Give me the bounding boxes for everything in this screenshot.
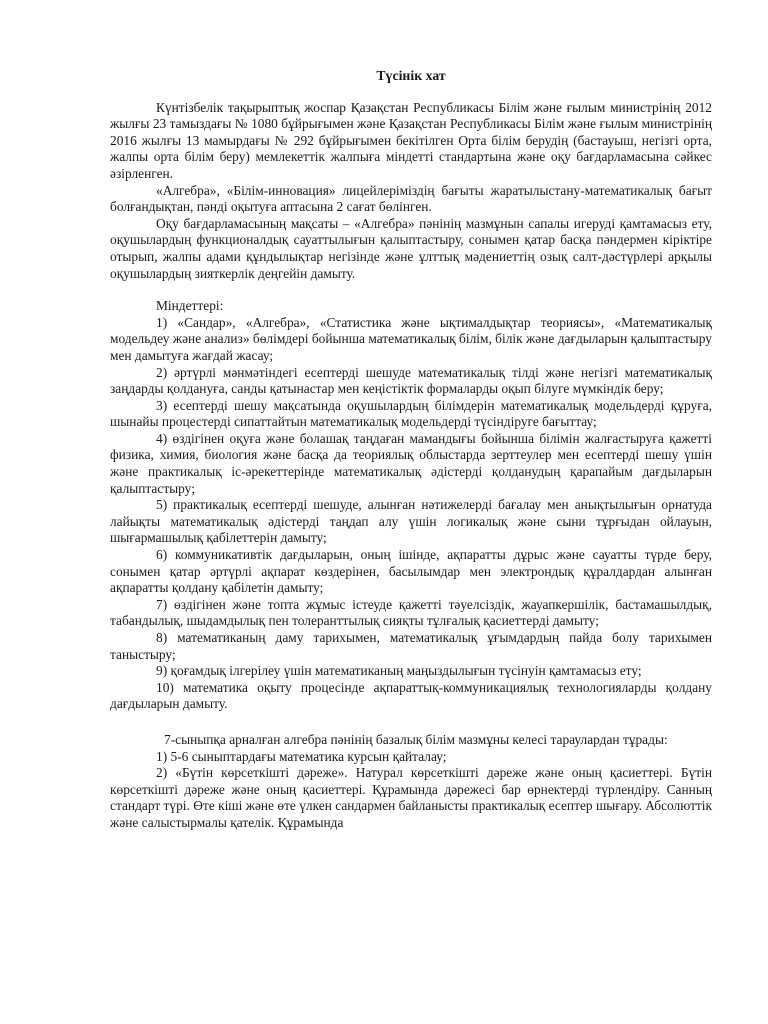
task-item: 4) өздігінен оқуға және болашақ таңдаған мамандығы бойынша білімін жалғастыруға қажетті физика, химия, биология және басқа да теориялық облыстарда зерттеулер мен есептерді шешу үшін және практикалық іс-әрекеттерінде математикалық әдістерді қолданудың қарапайым дағдыларын қалыптастыру; <box>110 430 712 496</box>
content-intro: 7-сыныпқа арналған алгебра пәнінің базалық білім мазмұны келесі тараулардан тұрады: <box>164 731 668 747</box>
task-item: 1) «Сандар», «Алгебра», «Статистика және ықтималдықтар теориясы», «Математикалық модельдеу және анализ» бөлімдері бойынша математикалық білім, білік және дағдыларын қалыптастыру мен дамытуға жағдай жасау; <box>110 314 712 363</box>
task-item: 8) математиканың даму тарихымен, математикалық ұғымдардың пайда болу тарихымен таныстыру; <box>110 630 712 662</box>
task-item: 9) қоғамдық ілгерілеу үшін математиканың маңыздылығын түсінуін қамтамасыз ету; <box>156 663 642 679</box>
task-item: 7) өздігінен және топта жұмыс істеуде қажетті тәуелсіздік, жауапкершілік, бастамашылдық, табандылық, шыдамдылық пен толеранттылық сияқты тұлғалық қасиеттерді дамыту; <box>110 596 712 629</box>
document-title: Түсінік хат <box>376 68 446 83</box>
intro-paragraph: Оқу бағдарламасының мақсаты – «Алгебра» пәнінің мазмұнын сапалы игеруді қамтамасыз ету, оқушылардың функционалдық сауаттылығын қалыптастыру, сонымен қатар басқа пәндермен кіріктіре отырып, жалпы адами құндылықтар негізінде және ұлттық мәдениеттің озық салт-дәстүрлері арқылы оқушылардың зияткерлік деңгейін дамыту. <box>110 215 712 281</box>
tasks-heading: Міндеттері: <box>156 298 224 314</box>
task-item: 10) математика оқыту процесінде ақпараттық-коммуникациялық технологияларды қолдану дағдыларын дамыту. <box>110 679 712 712</box>
task-item: 2) әртүрлі мәнмәтіндегі есептерді шешуде математикалық тілді және негізгі математикалық заңдарды қолдануға, санды қатынастар мен кеңістіктік формаларды оқып білуге мүмкіндік беру; <box>110 364 712 397</box>
content-item: 1) 5-6 сыныптардағы математика курсын қайталау; <box>156 748 447 764</box>
intro-paragraph: «Алгебра», «Білім-инновация» лицейлеріміздің бағыты жаратылыстану-математикалық бағыт болғандықтан, пәнді оқытуға аптасына 2 сағат бөлінген. <box>110 182 712 215</box>
task-item: 6) коммуникативтік дағдыларын, оның ішінде, ақпаратты дұрыс және сауатты түрде беру, сонымен қатар әртүрлі ақпарат көздерінен, басылымдар мен электрондық құралдардан алынған ақпаратты қолдану қабілетін дамыту; <box>110 547 712 596</box>
intro-paragraph: Күнтізбелік тақырыптық жоспар Қазақстан Республикасы Білім және ғылым министрінің 2012 жылғы 23 тамыздағы № 1080 бұйрығымен және Қазақстан Республикасы Білім және ғылым министрінің 2016 жылғы 13 мамырдағы № 292 бұйрығымен бекітілген Орта білім берудің (бастауыш, негізгі орта, жалпы орта білім беру) мемлекеттік жалпыға міндетті стандартына және оқу бағдарламасына сәйкес әзірленген. <box>110 99 712 181</box>
document-page <box>110 68 712 832</box>
task-item: 5) практикалық есептерді шешуде, алынған нәтижелерді бағалау мен анықтылығын орнатуда лайықты математикалық әдістерді таңдап алу үшін логикалық және сыни тұрғыдан ойлауын, шығармашылық қабілеттерін дамыту; <box>110 497 712 546</box>
content-item: 2) «Бүтін көрсеткішті дәреже». Натурал көрсеткішті дәреже және оның қасиеттері. Бүтін көрсеткішті дәреже және оның қасиеттері. Құрамында дәрежесі бар өрнектерді түрлендіру. Санның стандарт түрі. Өте кіші және өте үлкен сандармен байланысты практикалық есептер шығару. Абсолюттік және салыстырмалы қателік. Құрамында <box>110 765 712 830</box>
task-item: 3) есептерді шешу мақсатында оқушылардың білімдерін математикалық модельдерді құруға, шынайы процестерді сипаттайтын математикалық модельдерді түсіндіруге бағыттау; <box>110 397 712 430</box>
